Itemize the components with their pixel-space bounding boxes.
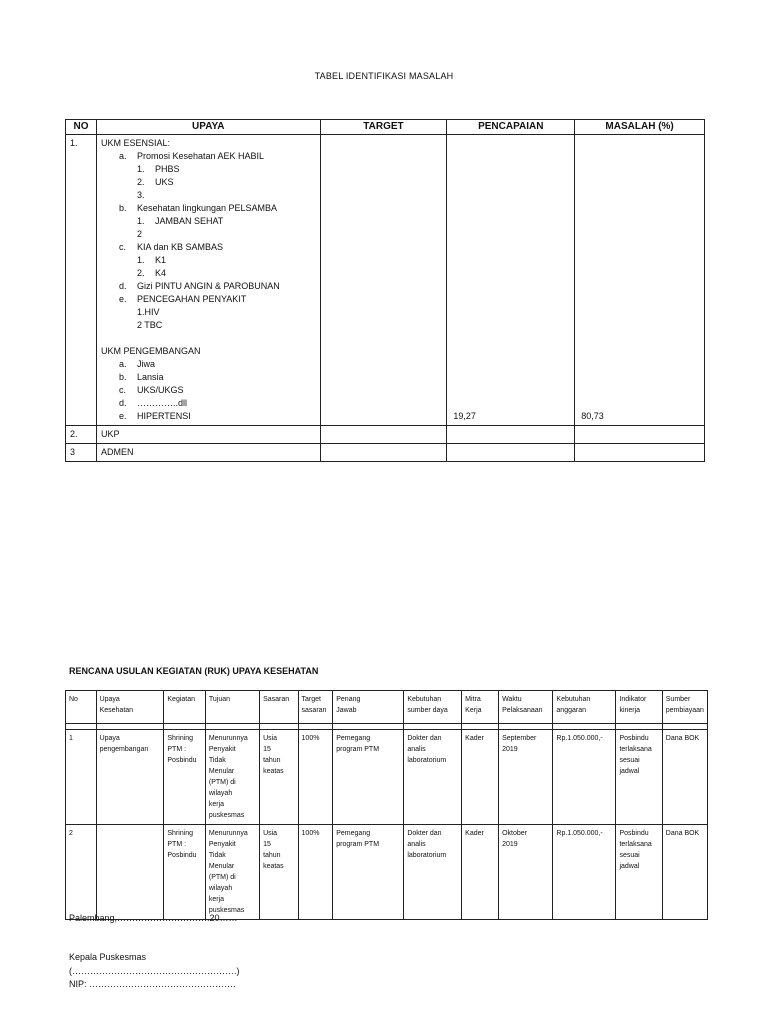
header-upaya: UPAYA [96,120,320,135]
target-cell [320,426,447,444]
ruk-cell: Shrining PTM : Posbindu [164,825,205,920]
ruk-header-cell: Target sasaran [298,691,333,724]
ruk-cell: Rp.1.050.000,- [553,825,616,920]
list-marker: 2. [136,268,145,278]
header-no: NO [66,120,97,135]
list-item [101,267,316,280]
ruk-cell: 2 [66,825,97,920]
masalah-cell [575,444,705,462]
upaya-cell: ADMEN [96,444,320,462]
ruk-cell: Posbindu terlaksana sesuai jadwal [616,825,662,920]
row-no: 2. [66,426,97,444]
ruk-table [65,690,708,920]
list-label: 2 TBC [136,320,163,330]
ruk-cell: Pemegang program PTM [333,825,404,920]
ruk-cell: Dokter dan analis laboratorium [404,730,462,825]
list-item [101,306,316,319]
table-row [66,444,705,462]
ruk-header-cell: Indikator kinerja [616,691,662,724]
header-target: TARGET [320,120,447,135]
document-title: TABEL IDENTIFIKASI MASALAH [314,71,454,81]
list-item [101,280,316,293]
list-marker: 2 [136,229,142,239]
ruk-header-cell: No [66,691,97,724]
ruk-cell: 1 [66,730,97,825]
signatory-name-line: (……………………………………………….) [69,966,240,976]
list-marker: c. [118,385,126,395]
row-no: 3 [66,444,97,462]
list-item [101,397,316,410]
list-marker: 1. [136,164,145,174]
list-marker: b. [118,203,127,213]
list-item [101,215,316,228]
ruk-cell: Rp.1.050.000,- [553,730,616,825]
list-marker: a. [118,359,127,369]
list-label: UKS/UKGS [136,385,184,395]
pencapaian-cell [447,426,575,444]
list-label: UKS [154,177,174,187]
identifikasi-masalah-table [65,119,705,462]
list-marker: a. [118,151,127,161]
signatory-role: Kepala Puskesmas [69,952,147,962]
ruk-header-cell: Kebutuhan anggaran [553,691,616,724]
list-marker: d. [118,281,127,291]
list-marker: d. [118,398,127,408]
list-item [101,254,316,267]
list-marker: b. [118,372,127,382]
ruk-cell: Shrining PTM : Posbindu [164,730,205,825]
ruk-title: RENCANA USULAN KEGIATAN (RUK) UPAYA KESEHATAN [69,666,319,676]
masalah-cell [575,135,705,426]
table-row [66,135,705,426]
ruk-cell: Kader [462,730,499,825]
ruk-cell: Oktober 2019 [499,825,553,920]
ruk-header-cell: Kebutuhan sumber daya [404,691,462,724]
list-item [101,176,316,189]
list-label: Lansia [136,372,164,382]
masalah-cell [575,426,705,444]
ruk-cell [96,825,164,920]
list-label: HIPERTENSI [136,411,191,421]
ruk-header-cell: Upaya Kesehatan [96,691,164,724]
list-item [101,319,316,332]
signatory-nip: NIP: …………………………………………. [69,979,236,989]
target-cell [320,135,447,426]
table-row [66,730,708,825]
ruk-cell: Posbindu terlaksana sesuai jadwal [616,730,662,825]
list-label: KIA dan KB SAMBAS [136,242,223,252]
ruk-cell: Usia 15 tahun keatas [260,730,298,825]
list-label: Promosi Kesehatan AEK HABIL [136,151,265,161]
upaya-cell [96,135,320,426]
list-item [101,293,316,306]
pencapaian-cell [447,135,575,426]
ukm-pengembangan-heading: UKM PENGEMBANGAN [100,346,201,356]
list-item [101,371,316,384]
list-item [101,163,316,176]
list-item [101,358,316,371]
list-label: K1 [154,255,166,265]
ruk-cell: 100% [298,730,333,825]
list-item [101,410,316,423]
table1-header-row [66,120,705,135]
ruk-cell: Dokter dan analis laboratorium [404,825,462,920]
ruk-header-cell: Kegiatan [164,691,205,724]
list-label: K4 [154,268,166,278]
ruk-cell: Menurunnya Penyakit Tidak Menular (PTM) di wilayah kerja puskesmas [205,825,259,920]
list-item [101,189,316,202]
list-item [101,384,316,397]
list-label: PHBS [154,164,180,174]
list-label: …………..dll [136,398,187,408]
list-label: Kesehatan lingkungan PELSAMBA [136,203,278,213]
masalah-value: 80,73 [581,411,604,421]
ruk-cell: September 2019 [499,730,553,825]
ruk-cell: Dana BOK [662,825,707,920]
list-item [101,150,316,163]
table-row [66,426,705,444]
place-date: Palembang,………………………….20…… [69,913,238,923]
header-masalah: MASALAH (%) [575,120,705,135]
ruk-header-cell: Tujuan [205,691,259,724]
ruk-header-row [66,691,708,724]
list-label: JAMBAN SEHAT [154,216,224,226]
list-item [101,228,316,241]
list-item [101,202,316,215]
list-label: Gizi PINTU ANGIN & PAROBUNAN [136,281,280,291]
target-cell [320,444,447,462]
list-marker: 2. [136,177,145,187]
ruk-cell: Dana BOK [662,730,707,825]
row-no: 1. [66,135,97,426]
ruk-header-cell: Mitra Kerja [462,691,499,724]
ruk-header-cell: Penang Jawab [333,691,404,724]
list-marker: 3. [136,190,145,200]
list-marker: e. [118,411,127,421]
header-pencapaian: PENCAPAIAN [447,120,575,135]
list-label: Jiwa [136,359,155,369]
upaya-cell: UKP [96,426,320,444]
list-label: 1.HIV [136,307,160,317]
table-row [66,825,708,920]
list-marker: c. [118,242,126,252]
ruk-header-cell: Waktu Pelaksanaan [499,691,553,724]
ukm-esensial-list [101,150,316,332]
pencapaian-value: 19,27 [453,411,476,421]
list-marker: e. [118,294,127,304]
ruk-header-cell: Sasaran [260,691,298,724]
ukm-pengembangan-list [101,358,316,423]
ruk-cell: Pemegang program PTM [333,730,404,825]
list-marker: 1. [136,216,145,226]
pencapaian-cell [447,444,575,462]
ruk-cell: Kader [462,825,499,920]
ruk-cell: Usia 15 tahun keatas [260,825,298,920]
list-label: PENCEGAHAN PENYAKIT [136,294,247,304]
ruk-cell: 100% [298,825,333,920]
list-marker: 1. [136,255,145,265]
ukm-esensial-heading: UKM ESENSIAL: [100,138,170,148]
ruk-cell: Upaya pengembangan [96,730,164,825]
ruk-header-cell: Sumber pembiayaan [662,691,707,724]
ruk-cell: Menurunnya Penyakit Tidak Menular (PTM) di wilayah kerja puskesmas [205,730,259,825]
list-item [101,241,316,254]
